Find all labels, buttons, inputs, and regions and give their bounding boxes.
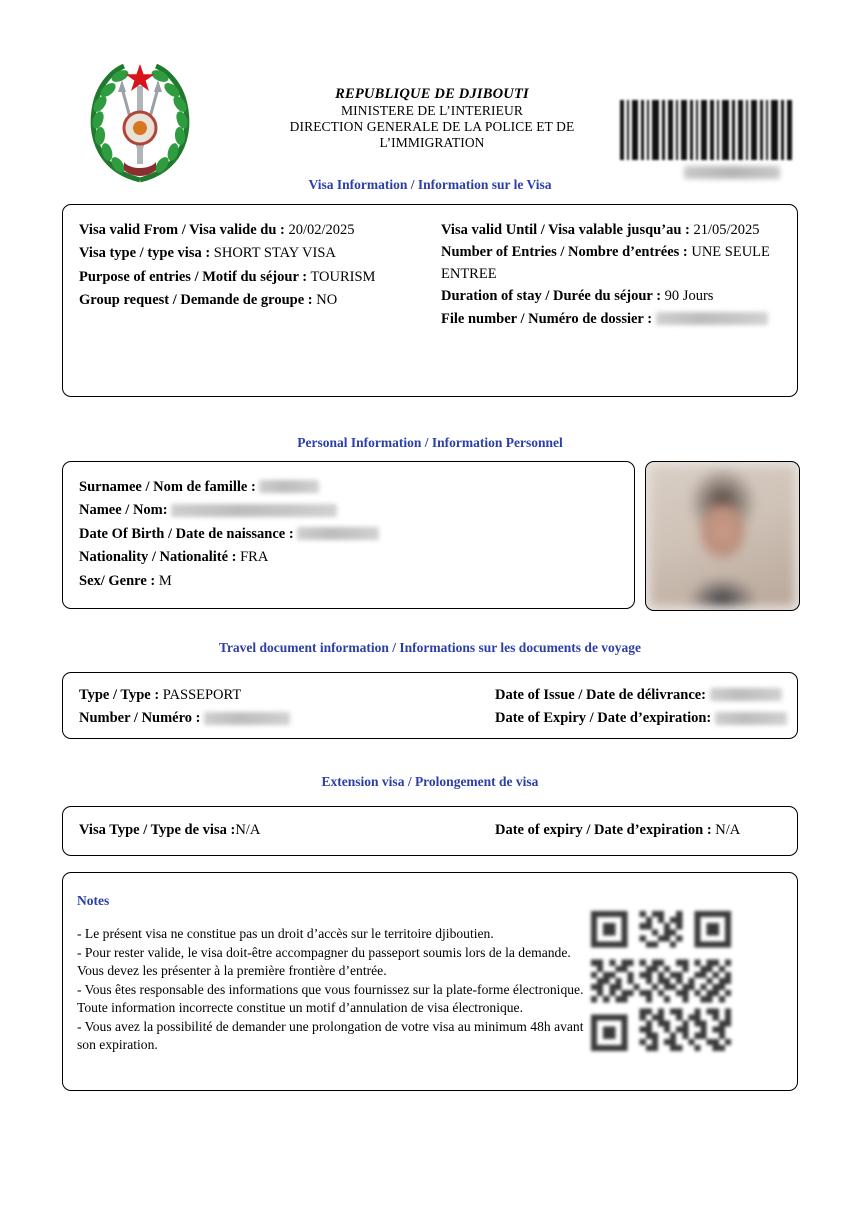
date-of-birth-label: Date Of Birth / Date de naissance :	[79, 525, 294, 542]
visa-type-label: Visa type / type visa :	[79, 245, 211, 262]
visa-file-number-field	[441, 308, 786, 331]
travel-right-column	[495, 684, 795, 731]
section-caption-visa: Visa Information / Information sur le Visa	[308, 177, 552, 192]
applicant-photo-image	[650, 466, 795, 606]
visa-valid-until-label: Visa valid Until / Visa valable jusqu’au :	[441, 222, 690, 238]
visa-info-left-column	[79, 219, 429, 313]
barcode	[618, 100, 798, 160]
ministry-title: MINISTERE DE L’INTERIEUR	[341, 103, 523, 119]
date-of-birth-value-redacted	[297, 527, 379, 540]
section-caption-extension: Extension visa / Prolongement de visa	[321, 774, 539, 789]
extension-expiry-field	[495, 819, 740, 842]
travel-expiry-date-value-redacted	[715, 712, 787, 725]
section-caption-personal: Personal Information / Information Personnel	[297, 435, 563, 450]
travel-type-value: PASSEPORT	[162, 687, 242, 703]
visa-valid-until-field	[441, 219, 786, 242]
name-value-redacted	[171, 504, 337, 517]
visa-duration-field	[441, 285, 786, 308]
visa-purpose-label: Purpose of entries / Motif du séjour :	[79, 268, 308, 285]
section-caption-travel: Travel document information / Informations sur les documents de voyage	[218, 640, 642, 655]
directorate-title-line2: L’IMMIGRATION	[379, 134, 485, 150]
extension-visa-box	[62, 806, 798, 856]
visa-valid-from-field	[79, 219, 429, 242]
nationality-value: FRA	[240, 549, 269, 566]
ministry-titles	[237, 86, 627, 151]
visa-duration-value: 90 Jours	[664, 287, 714, 304]
document-header	[62, 58, 798, 188]
travel-type-label: Type / Type :	[79, 687, 160, 703]
visa-file-number-label: File number / Numéro de dossier :	[441, 311, 653, 327]
travel-number-value-redacted	[204, 712, 290, 725]
visa-duration-label: Duration of stay / Durée du séjour :	[441, 287, 662, 304]
travel-issue-date-label: Date of Issue / Date de délivrance:	[495, 687, 707, 703]
notes-list	[77, 925, 587, 1056]
directorate-title-line1: DIRECTION GENERALE DE LA POLICE ET DE	[289, 119, 575, 135]
visa-group-request-value: NO	[316, 292, 338, 309]
visa-type-field	[79, 242, 429, 265]
nationality-field	[79, 546, 624, 569]
extension-expiry-value: N/A	[715, 822, 741, 838]
visa-type-value: SHORT STAY VISA	[213, 245, 336, 262]
personal-information-box	[62, 461, 635, 609]
name-label: Namee / Nom:	[79, 502, 168, 519]
nationality-label: Nationality / Nationalité :	[79, 549, 237, 566]
visa-group-request-label: Group request / Demande de groupe :	[79, 292, 313, 309]
sex-value: M	[158, 572, 172, 589]
extension-type-field	[79, 819, 260, 842]
travel-expiry-date-label: Date of Expiry / Date d’expiration:	[495, 710, 712, 727]
djibouti-coat-of-arms-icon	[80, 58, 200, 186]
note-item: - Vous avez la possibilité de demander une prolongation de votre visa au minimum 48h avant son expiration.	[77, 1019, 584, 1053]
surname-field	[79, 476, 624, 499]
visa-valid-from-label: Visa valid From / Visa valide du :	[79, 222, 285, 238]
extension-type-label: Visa Type / Type de visa :	[79, 822, 236, 838]
visa-purpose-value: TOURISM	[310, 268, 376, 285]
sex-field	[79, 570, 624, 593]
visa-entries-value: UNE SEULE ENTREE	[441, 244, 770, 282]
visa-purpose-field	[79, 266, 429, 289]
travel-number-field	[79, 707, 439, 730]
visa-info-right-column	[441, 219, 786, 331]
name-field	[79, 499, 624, 522]
note-item: - Le présent visa ne constitue pas un droit d’accès sur le territoire djiboutien.	[77, 926, 494, 941]
travel-left-column	[79, 684, 439, 731]
travel-issue-date-field	[495, 684, 795, 707]
qr-code	[581, 905, 741, 1057]
notes-title: Notes	[77, 893, 110, 908]
country-title: REPUBLIQUE DE DJIBOUTI	[335, 86, 529, 102]
travel-type-field	[79, 684, 439, 707]
travel-issue-date-value-redacted	[710, 688, 782, 701]
date-of-birth-field	[79, 523, 624, 546]
visa-file-number-value-redacted	[656, 312, 768, 325]
extension-expiry-label: Date of expiry / Date d’expiration :	[495, 822, 712, 838]
visa-valid-from-value: 20/02/2025	[288, 222, 355, 238]
surname-label: Surnamee / Nom de famille :	[79, 479, 256, 495]
note-item: - Pour rester valide, le visa doit-être accompagner du passeport soumis lors de la demande. Vous devez les présenter à la première frontière d’entrée.	[77, 945, 571, 979]
note-item: - Vous êtes responsable des informations que vous fournissez sur la plate-forme électronique. Toute information incorrecte constitue un motif d’annulation de visa électronique.	[77, 982, 584, 1016]
visa-entries-field	[441, 242, 786, 284]
visa-entries-label: Number of Entries / Nombre d’entrées :	[441, 244, 688, 261]
travel-number-label: Number / Numéro :	[79, 710, 201, 727]
visa-information-box	[62, 204, 798, 397]
personal-info-fields	[79, 476, 624, 593]
travel-expiry-date-field	[495, 707, 795, 730]
applicant-photo	[645, 461, 800, 611]
travel-document-box	[62, 672, 798, 739]
visa-valid-until-value: 21/05/2025	[693, 222, 760, 238]
extension-type-value: N/A	[235, 822, 261, 838]
sex-label: Sex/ Genre :	[79, 572, 156, 589]
surname-value-redacted	[259, 480, 319, 493]
notes-box	[62, 872, 798, 1091]
visa-group-request-field	[79, 289, 429, 312]
